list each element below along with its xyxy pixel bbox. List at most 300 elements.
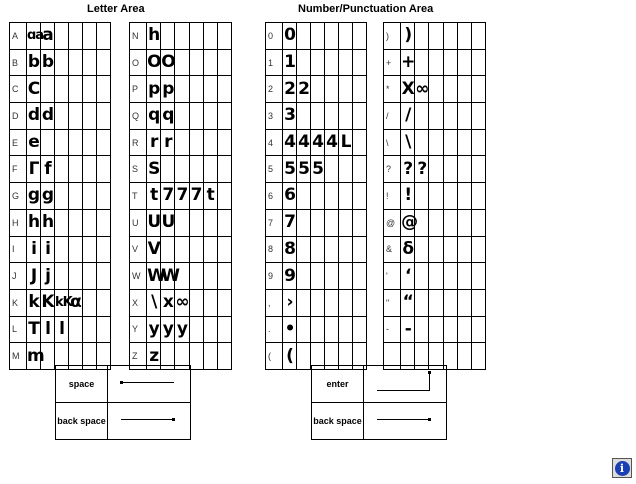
empty-cell xyxy=(353,76,367,103)
letter-right-row xyxy=(130,129,232,156)
empty-cell xyxy=(311,316,325,343)
letter-grid-left xyxy=(9,22,111,370)
character-key-label: 0 xyxy=(266,23,283,50)
handwriting-sample: ‘ xyxy=(401,263,415,290)
empty-cell xyxy=(217,236,231,263)
empty-cell xyxy=(69,129,83,156)
empty-cell xyxy=(325,236,339,263)
number-right-row xyxy=(384,103,486,130)
empty-cell xyxy=(55,183,69,210)
handwriting-sample: e xyxy=(27,129,41,156)
empty-cell xyxy=(415,263,429,290)
handwriting-sample: 4 xyxy=(297,129,311,156)
empty-cell xyxy=(325,209,339,236)
letter-left-row xyxy=(10,156,111,183)
empty-cell xyxy=(297,316,311,343)
empty-cell xyxy=(175,236,189,263)
empty-cell xyxy=(325,289,339,316)
empty-cell xyxy=(443,103,457,130)
empty-cell xyxy=(97,236,111,263)
empty-cell xyxy=(217,156,231,183)
number-right-row xyxy=(384,183,486,210)
empty-cell xyxy=(443,263,457,290)
empty-cell xyxy=(69,209,83,236)
handwriting-sample: m xyxy=(27,343,41,370)
handwriting-sample: y xyxy=(161,316,175,343)
empty-cell xyxy=(83,263,97,290)
handwriting-sample: h xyxy=(147,23,161,50)
handwriting-sample: a xyxy=(41,23,55,50)
empty-cell xyxy=(325,49,339,76)
empty-cell xyxy=(325,316,339,343)
empty-cell xyxy=(311,76,325,103)
empty-cell xyxy=(189,263,203,290)
gesture-label: back space xyxy=(312,403,364,440)
handwriting-sample: k xyxy=(27,289,41,316)
handwriting-sample: \ xyxy=(147,289,161,316)
handwriting-sample: x xyxy=(161,289,175,316)
character-key-label: ' xyxy=(384,263,401,290)
number-area-title: Number/Punctuation Area xyxy=(298,3,434,15)
empty-cell xyxy=(311,263,325,290)
empty-cell xyxy=(217,129,231,156)
letter-left-row xyxy=(10,263,111,290)
character-key-label: ( xyxy=(266,343,283,370)
empty-cell xyxy=(203,316,217,343)
empty-cell xyxy=(83,209,97,236)
number-left-row xyxy=(266,263,367,290)
handwriting-sample: 8 xyxy=(283,236,297,263)
handwriting-sample: 2 xyxy=(297,76,311,103)
character-key-label: D xyxy=(10,103,27,130)
empty-cell xyxy=(443,76,457,103)
empty-cell xyxy=(457,103,471,130)
letter-left-row xyxy=(10,316,111,343)
empty-cell xyxy=(353,316,367,343)
empty-cell xyxy=(83,289,97,316)
character-key-label: M xyxy=(10,343,27,370)
character-key-label: N xyxy=(130,23,147,50)
empty-cell xyxy=(41,129,55,156)
empty-cell xyxy=(217,23,231,50)
letter-right-row xyxy=(130,236,232,263)
empty-cell xyxy=(339,236,353,263)
empty-cell xyxy=(161,23,175,50)
empty-cell xyxy=(55,156,69,183)
empty-cell xyxy=(443,236,457,263)
empty-cell xyxy=(203,209,217,236)
empty-cell xyxy=(297,263,311,290)
letter-left-row xyxy=(10,209,111,236)
handwriting-sample: r xyxy=(161,129,175,156)
empty-cell xyxy=(297,209,311,236)
empty-cell xyxy=(83,49,97,76)
number-right-row xyxy=(384,76,486,103)
handwriting-sample: t xyxy=(147,183,161,210)
empty-cell xyxy=(217,183,231,210)
empty-cell xyxy=(83,183,97,210)
empty-cell xyxy=(443,129,457,156)
empty-cell xyxy=(175,76,189,103)
empty-cell xyxy=(203,103,217,130)
number-right-row xyxy=(384,263,486,290)
character-key-label: - xyxy=(384,316,401,343)
handwriting-sample: 4 xyxy=(283,129,297,156)
handwriting-sample: ? xyxy=(401,156,415,183)
empty-cell xyxy=(311,103,325,130)
empty-cell xyxy=(353,49,367,76)
empty-cell xyxy=(203,76,217,103)
number-left-row xyxy=(266,23,367,50)
character-key-label: A xyxy=(10,23,27,50)
empty-cell xyxy=(217,263,231,290)
character-key-label: 1 xyxy=(266,49,283,76)
empty-cell xyxy=(175,103,189,130)
handwriting-sample: K xyxy=(41,289,55,316)
empty-cell xyxy=(175,23,189,50)
empty-cell xyxy=(297,183,311,210)
empty-cell xyxy=(325,103,339,130)
handwriting-sample: ɑa xyxy=(27,23,41,50)
empty-cell xyxy=(189,49,203,76)
empty-cell xyxy=(189,76,203,103)
handwriting-sample: 4 xyxy=(325,129,339,156)
empty-cell xyxy=(69,49,83,76)
empty-cell xyxy=(55,236,69,263)
gesture-row xyxy=(56,366,191,403)
empty-cell xyxy=(415,289,429,316)
empty-cell xyxy=(311,236,325,263)
number-grid-left xyxy=(265,22,367,370)
number-right-row xyxy=(384,289,486,316)
handwriting-sample: 7 xyxy=(283,209,297,236)
handwriting-sample: r xyxy=(147,129,161,156)
empty-cell xyxy=(415,316,429,343)
letter-left-row xyxy=(10,289,111,316)
empty-cell xyxy=(97,49,111,76)
empty-cell xyxy=(55,76,69,103)
empty-cell xyxy=(471,236,485,263)
empty-cell xyxy=(189,343,203,370)
gesture-label: back space xyxy=(56,403,108,440)
empty-cell xyxy=(471,129,485,156)
handwriting-sample: 7 xyxy=(161,183,175,210)
number-left-row xyxy=(266,156,367,183)
handwriting-sample: L xyxy=(339,129,353,156)
empty-cell xyxy=(339,209,353,236)
empty-cell xyxy=(83,103,97,130)
empty-cell xyxy=(471,76,485,103)
character-key-label: T xyxy=(130,183,147,210)
empty-cell xyxy=(55,103,69,130)
empty-cell xyxy=(443,183,457,210)
empty-cell xyxy=(297,236,311,263)
empty-cell xyxy=(69,76,83,103)
letter-left-row xyxy=(10,236,111,263)
empty-cell xyxy=(429,129,443,156)
empty-cell xyxy=(339,183,353,210)
empty-cell xyxy=(189,23,203,50)
number-right-row xyxy=(384,236,486,263)
empty-cell xyxy=(339,156,353,183)
character-key-label: P xyxy=(130,76,147,103)
empty-cell xyxy=(429,289,443,316)
empty-cell xyxy=(217,103,231,130)
number-left-row xyxy=(266,209,367,236)
letter-right-row xyxy=(130,49,232,76)
character-key-label: 5 xyxy=(266,156,283,183)
empty-cell xyxy=(429,263,443,290)
character-key-label: * xyxy=(384,76,401,103)
empty-cell xyxy=(443,49,457,76)
empty-cell xyxy=(83,129,97,156)
character-key-label: . xyxy=(266,316,283,343)
handwriting-sample: V xyxy=(147,236,161,263)
handwriting-sample: \ xyxy=(401,129,415,156)
empty-cell xyxy=(415,103,429,130)
empty-cell xyxy=(443,316,457,343)
handwriting-sample: 3 xyxy=(283,103,297,130)
handwriting-sample: f xyxy=(41,156,55,183)
empty-cell xyxy=(41,76,55,103)
empty-cell xyxy=(443,156,457,183)
number-right-row xyxy=(384,316,486,343)
handwriting-sample: p xyxy=(147,76,161,103)
handwriting-sample: y xyxy=(147,316,161,343)
character-key-label: G xyxy=(10,183,27,210)
letter-right-row xyxy=(130,289,232,316)
letter-right-row xyxy=(130,209,232,236)
empty-cell xyxy=(325,76,339,103)
character-key-label: F xyxy=(10,156,27,183)
empty-cell xyxy=(69,316,83,343)
empty-cell xyxy=(457,156,471,183)
gesture-row xyxy=(312,403,447,440)
handwriting-sample: - xyxy=(401,316,415,343)
empty-cell xyxy=(69,236,83,263)
letter-right-row xyxy=(130,316,232,343)
character-key-label: \ xyxy=(384,129,401,156)
character-key-label: + xyxy=(384,49,401,76)
empty-cell xyxy=(217,49,231,76)
number-right-row xyxy=(384,23,486,50)
empty-cell xyxy=(97,209,111,236)
handwriting-sample: 5 xyxy=(283,156,297,183)
empty-cell xyxy=(471,263,485,290)
handwriting-sample: T xyxy=(27,316,41,343)
character-key-label: ) xyxy=(384,23,401,50)
handwriting-sample: • xyxy=(283,316,297,343)
handwriting-sample: h xyxy=(41,209,55,236)
empty-cell xyxy=(161,236,175,263)
character-key-label: S xyxy=(130,156,147,183)
empty-cell xyxy=(83,316,97,343)
handwriting-sample: y xyxy=(175,316,189,343)
handwriting-sample: 0 xyxy=(283,23,297,50)
empty-cell xyxy=(429,209,443,236)
handwriting-sample: kK xyxy=(55,289,69,316)
empty-cell xyxy=(297,343,311,370)
empty-cell xyxy=(189,236,203,263)
handwriting-sample: j xyxy=(41,263,55,290)
character-key-label: B xyxy=(10,49,27,76)
empty-cell xyxy=(353,183,367,210)
letter-left-row xyxy=(10,183,111,210)
empty-cell xyxy=(429,76,443,103)
empty-cell xyxy=(189,209,203,236)
empty-cell xyxy=(97,263,111,290)
empty-cell xyxy=(353,263,367,290)
letter-gesture-table xyxy=(55,365,191,440)
character-key-label: " xyxy=(384,289,401,316)
number-right-row xyxy=(384,49,486,76)
empty-cell xyxy=(429,316,443,343)
handwriting-sample: 4 xyxy=(311,129,325,156)
handwriting-sample: ! xyxy=(401,183,415,210)
empty-cell xyxy=(311,289,325,316)
number-left-row xyxy=(266,316,367,343)
handwriting-sample: U xyxy=(147,209,161,236)
letter-left-row xyxy=(10,23,111,50)
handwriting-sample: 7 xyxy=(175,183,189,210)
character-key-label: 3 xyxy=(266,103,283,130)
character-key-label: I xyxy=(10,236,27,263)
handwriting-sample: Γ xyxy=(27,156,41,183)
empty-cell xyxy=(457,209,471,236)
character-key-label: / xyxy=(384,103,401,130)
enter-gesture-stroke xyxy=(364,366,447,403)
empty-cell xyxy=(297,23,311,50)
empty-cell xyxy=(203,156,217,183)
empty-cell xyxy=(203,289,217,316)
handwriting-sample: X xyxy=(401,76,415,103)
empty-cell xyxy=(217,316,231,343)
empty-cell xyxy=(325,263,339,290)
letter-right-row xyxy=(130,156,232,183)
handwriting-sample: δ xyxy=(401,236,415,263)
empty-cell xyxy=(415,183,429,210)
letter-grid-right xyxy=(129,22,232,370)
character-key-label: ? xyxy=(384,156,401,183)
handwriting-sample: d xyxy=(41,103,55,130)
handwriting-sample: q xyxy=(147,103,161,130)
empty-cell xyxy=(457,289,471,316)
empty-cell xyxy=(97,129,111,156)
handwriting-sample: 6 xyxy=(283,183,297,210)
empty-cell xyxy=(457,23,471,50)
letter-left-row xyxy=(10,129,111,156)
empty-cell xyxy=(339,263,353,290)
empty-cell xyxy=(97,316,111,343)
number-left-row xyxy=(266,103,367,130)
empty-cell xyxy=(443,23,457,50)
handwriting-sample: / xyxy=(401,103,415,130)
number-gesture-table xyxy=(311,365,447,440)
empty-cell xyxy=(97,23,111,50)
handwriting-sample: 5 xyxy=(311,156,325,183)
empty-cell xyxy=(55,23,69,50)
empty-cell xyxy=(471,289,485,316)
handwriting-sample: t xyxy=(203,183,217,210)
letter-left-row xyxy=(10,103,111,130)
empty-cell xyxy=(203,343,217,370)
handwriting-sample: › xyxy=(283,289,297,316)
empty-cell xyxy=(429,236,443,263)
empty-cell xyxy=(325,183,339,210)
empty-cell xyxy=(97,76,111,103)
empty-cell xyxy=(189,316,203,343)
handwriting-sample: “ xyxy=(401,289,415,316)
character-key-label: U xyxy=(130,209,147,236)
handwriting-sample: d xyxy=(27,103,41,130)
letter-area-title: Letter Area xyxy=(87,3,145,15)
empty-cell xyxy=(429,103,443,130)
empty-cell xyxy=(311,183,325,210)
info-button[interactable] xyxy=(612,458,632,478)
number-left-row xyxy=(266,76,367,103)
empty-cell xyxy=(175,129,189,156)
character-key-label: @ xyxy=(384,209,401,236)
letter-right-row xyxy=(130,183,232,210)
character-key-label: 9 xyxy=(266,263,283,290)
empty-cell xyxy=(353,289,367,316)
empty-cell xyxy=(471,156,485,183)
empty-cell xyxy=(217,343,231,370)
handwriting-sample: O xyxy=(161,49,175,76)
empty-cell xyxy=(161,156,175,183)
gesture-row xyxy=(56,403,191,440)
character-key-label: V xyxy=(130,236,147,263)
empty-cell xyxy=(457,76,471,103)
number-right-row xyxy=(384,156,486,183)
backspace-gesture-stroke xyxy=(364,403,447,440)
number-left-row xyxy=(266,236,367,263)
empty-cell xyxy=(97,289,111,316)
empty-cell xyxy=(83,236,97,263)
empty-cell xyxy=(189,289,203,316)
empty-cell xyxy=(55,49,69,76)
handwriting-sample: q xyxy=(161,103,175,130)
empty-cell xyxy=(415,23,429,50)
handwriting-sample: b xyxy=(41,49,55,76)
character-key-label: H xyxy=(10,209,27,236)
number-left-row xyxy=(266,49,367,76)
empty-cell xyxy=(311,49,325,76)
empty-cell xyxy=(325,23,339,50)
empty-cell xyxy=(471,316,485,343)
number-left-row xyxy=(266,183,367,210)
empty-cell xyxy=(353,209,367,236)
empty-cell xyxy=(353,23,367,50)
empty-cell xyxy=(471,343,485,370)
handwriting-sample: ( xyxy=(283,343,297,370)
handwriting-sample: g xyxy=(41,183,55,210)
letter-left-row xyxy=(10,76,111,103)
number-right-row xyxy=(384,129,486,156)
letter-right-row xyxy=(130,76,232,103)
handwriting-sample: 5 xyxy=(297,156,311,183)
handwriting-sample: α xyxy=(69,289,83,316)
empty-cell xyxy=(217,76,231,103)
character-key-label: ! xyxy=(384,183,401,210)
letter-right-row xyxy=(130,263,232,290)
empty-cell xyxy=(353,129,367,156)
empty-cell xyxy=(69,183,83,210)
number-right-row xyxy=(384,209,486,236)
handwriting-sample: @ xyxy=(401,209,415,236)
character-key-label: C xyxy=(10,76,27,103)
empty-cell xyxy=(429,49,443,76)
